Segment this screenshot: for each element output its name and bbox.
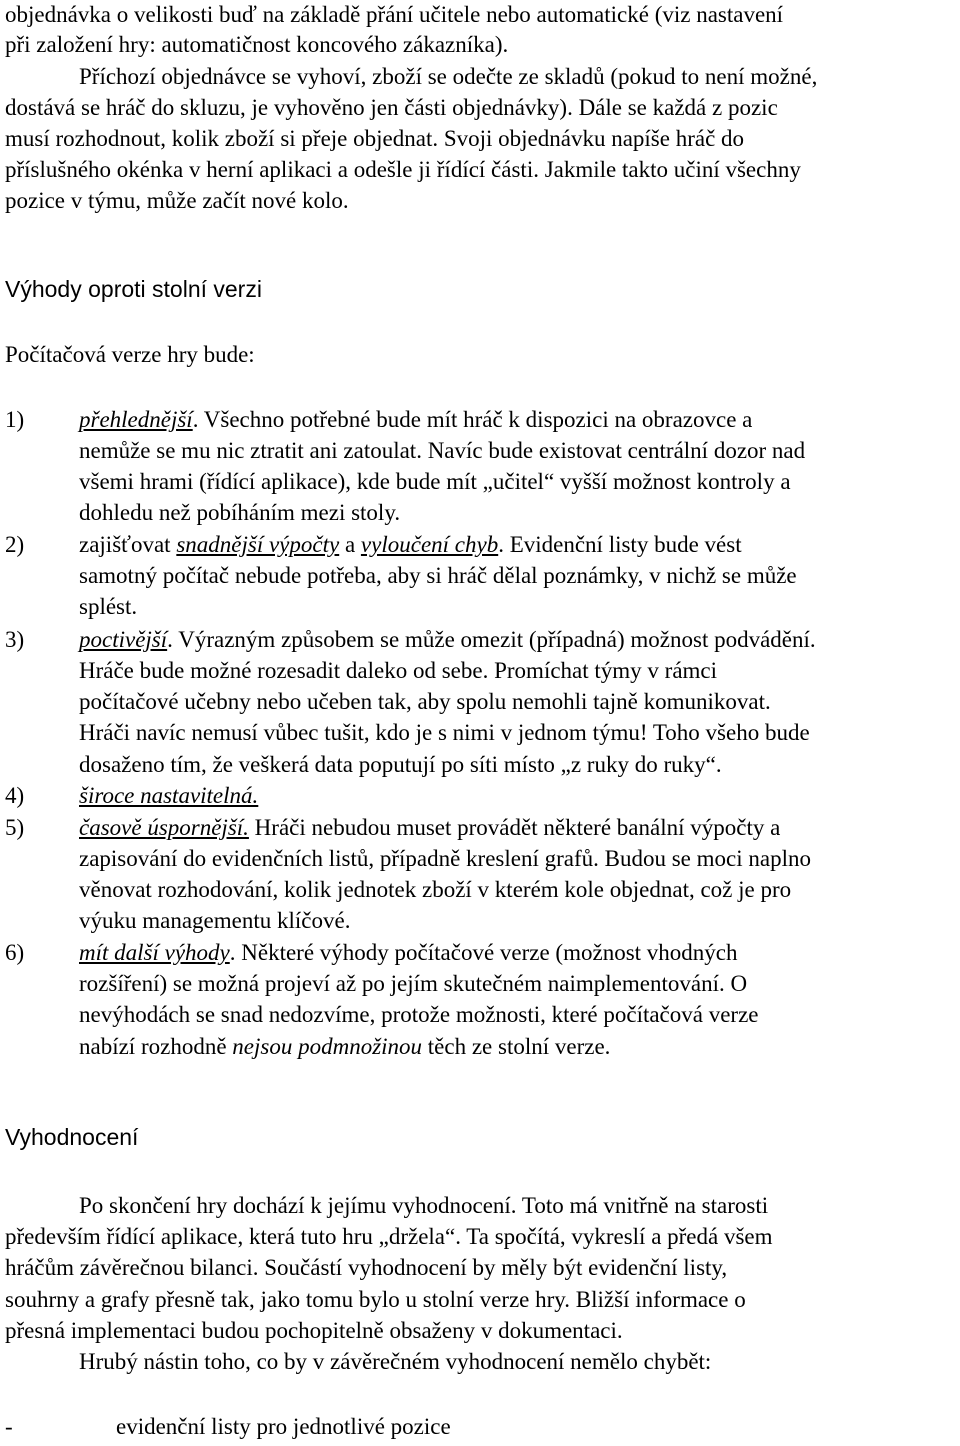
section-heading: Výhody oproti stolní verzi <box>5 276 262 302</box>
list-item-line: počítačové učebny nebo učeben tak, aby spolu nemohli tajně komunikovat. <box>79 689 771 714</box>
paragraph-line: přesná implementaci budou pochopitelně obsaženy v dokumentaci. <box>5 1318 623 1343</box>
list-item-text: nabízí rozhodně <box>79 1034 233 1059</box>
emphasis-term: poctivější <box>79 627 168 652</box>
list-item-line <box>79 813 780 843</box>
paragraph-line: musí rozhodnout, kolik zboží si přeje objednat. Svoji objednávku napíše hráč do <box>5 126 745 151</box>
paragraph-line: souhrny a grafy přesně tak, jako tomu bylo u stolní verze hry. Bližší informace o <box>5 1287 746 1312</box>
paragraph-line: Hrubý nástin toho, co by v závěrečném vyhodnocení nemělo chybět: <box>79 1349 712 1374</box>
list-number: 3) <box>5 627 25 652</box>
list-item-line: Hráče bude možné rozesadit daleko od sebe. Promíchat týmy v rámci <box>79 658 718 683</box>
list-number: 2) <box>5 532 25 557</box>
bullet-dash: - <box>5 1414 13 1439</box>
emphasis-term: mít další výhody <box>79 940 230 965</box>
list-item-line: nemůže se mu nic ztratit ani zatoulat. Navíc bude existovat centrální dozor nad <box>79 438 806 463</box>
emphasis-term: nejsou podmnožinou <box>232 1034 423 1059</box>
section-heading: Vyhodnocení <box>5 1124 139 1150</box>
list-item-line <box>79 625 816 655</box>
list-item-line: nevýhodách se snad nedozvíme, protože možnosti, které počítačová verze <box>79 1002 759 1027</box>
paragraph-line: při založení hry: automatičnost koncového zákazníka). <box>5 32 509 57</box>
emphasis-term: časově úspornější. <box>79 815 249 840</box>
paragraph-line: dostává se hráč do skluzu, je vyhověno jen části objednávky). Dále se každá z pozic <box>5 95 778 120</box>
list-item-text: zajišťovat <box>79 532 177 557</box>
list-item-line <box>79 1032 610 1062</box>
emphasis-term: přehlednější <box>79 407 193 432</box>
list-item-line: dohledu než pobíháním mezi stoly. <box>79 500 401 525</box>
paragraph-line: příslušného okénka v herní aplikaci a odešle ji řídící části. Jakmile takto učiní všechny <box>5 157 801 182</box>
bullet-item: evidenční listy pro jednotlivé pozice <box>116 1414 451 1439</box>
list-item-line <box>79 530 742 560</box>
list-item-line: zapisování do evidenčních listů, případně kreslení grafů. Budou se moci naplno <box>79 846 811 871</box>
list-item-line <box>79 781 258 811</box>
list-item-line: rozšíření) se možná projeví až po jejím skutečném naimplementování. O <box>79 971 748 996</box>
list-item-text: . Všechno potřebné bude mít hráč k dispozici na obrazovce a <box>192 407 753 432</box>
list-item-line: věnovat rozhodování, kolik jednotek zboží v kterém kole objednat, což je pro <box>79 877 792 902</box>
list-item-line: samotný počítač nebude potřeba, aby si hráč dělal poznámky, v nichž se může <box>79 563 797 588</box>
emphasis-term: široce nastavitelná. <box>79 783 259 808</box>
paragraph-line: objednávka o velikosti buď na základě přání učitele nebo automatické (viz nastavení <box>5 2 784 27</box>
list-item-line: výuku managementu klíčové. <box>79 908 351 933</box>
paragraph-line: Příchozí objednávce se vyhoví, zboží se odečte ze skladů (pokud to není možné, <box>79 64 818 89</box>
paragraph-line: Po skončení hry dochází k jejímu vyhodnocení. Toto má vnitřně na starosti <box>79 1193 769 1218</box>
list-item-text: . Výrazným způsobem se může omezit (případná) možnost podvádění. <box>167 627 816 652</box>
list-number: 6) <box>5 940 25 965</box>
list-number: 4) <box>5 783 25 808</box>
paragraph-line: pozice v týmu, může začít nové kolo. <box>5 188 349 213</box>
list-item-text: těch ze stolní verze. <box>422 1034 611 1059</box>
list-item-text: Hráči nebudou muset provádět některé banální výpočty a <box>248 815 781 840</box>
list-item-line: Hráči navíc nemusí vůbec tušit, kdo je s nimi v jednom týmu! Toho všeho bude <box>79 720 810 745</box>
list-item-line <box>79 938 738 968</box>
list-item-line: všemi hrami (řídící aplikace), kde bude mít „učitel“ vyšší možnost kontroly a <box>79 469 791 494</box>
list-number: 5) <box>5 815 25 840</box>
paragraph-line: především řídící aplikace, která tuto hru „držela“. Ta spočítá, vykreslí a předá všem <box>5 1224 773 1249</box>
emphasis-term: snadnější výpočty <box>176 532 340 557</box>
paragraph-line: hráčům závěrečnou bilanci. Součástí vyhodnocení by měly být evidenční listy, <box>5 1255 728 1280</box>
list-item-line: dosaženo tím, že veškerá data poputují po síti místo „z ruky do ruky“. <box>79 752 722 777</box>
emphasis-term: vyloučení chyb <box>360 532 499 557</box>
list-intro: Počítačová verze hry bude: <box>5 342 255 367</box>
list-item-text: . Některé výhody počítačové verze (možnost vhodných <box>229 940 738 965</box>
list-item-text: . Evidenční listy bude vést <box>498 532 742 557</box>
list-item-text: a <box>339 532 361 557</box>
list-number: 1) <box>5 407 25 432</box>
list-item-line: splést. <box>79 594 138 619</box>
list-item-line <box>79 405 752 435</box>
